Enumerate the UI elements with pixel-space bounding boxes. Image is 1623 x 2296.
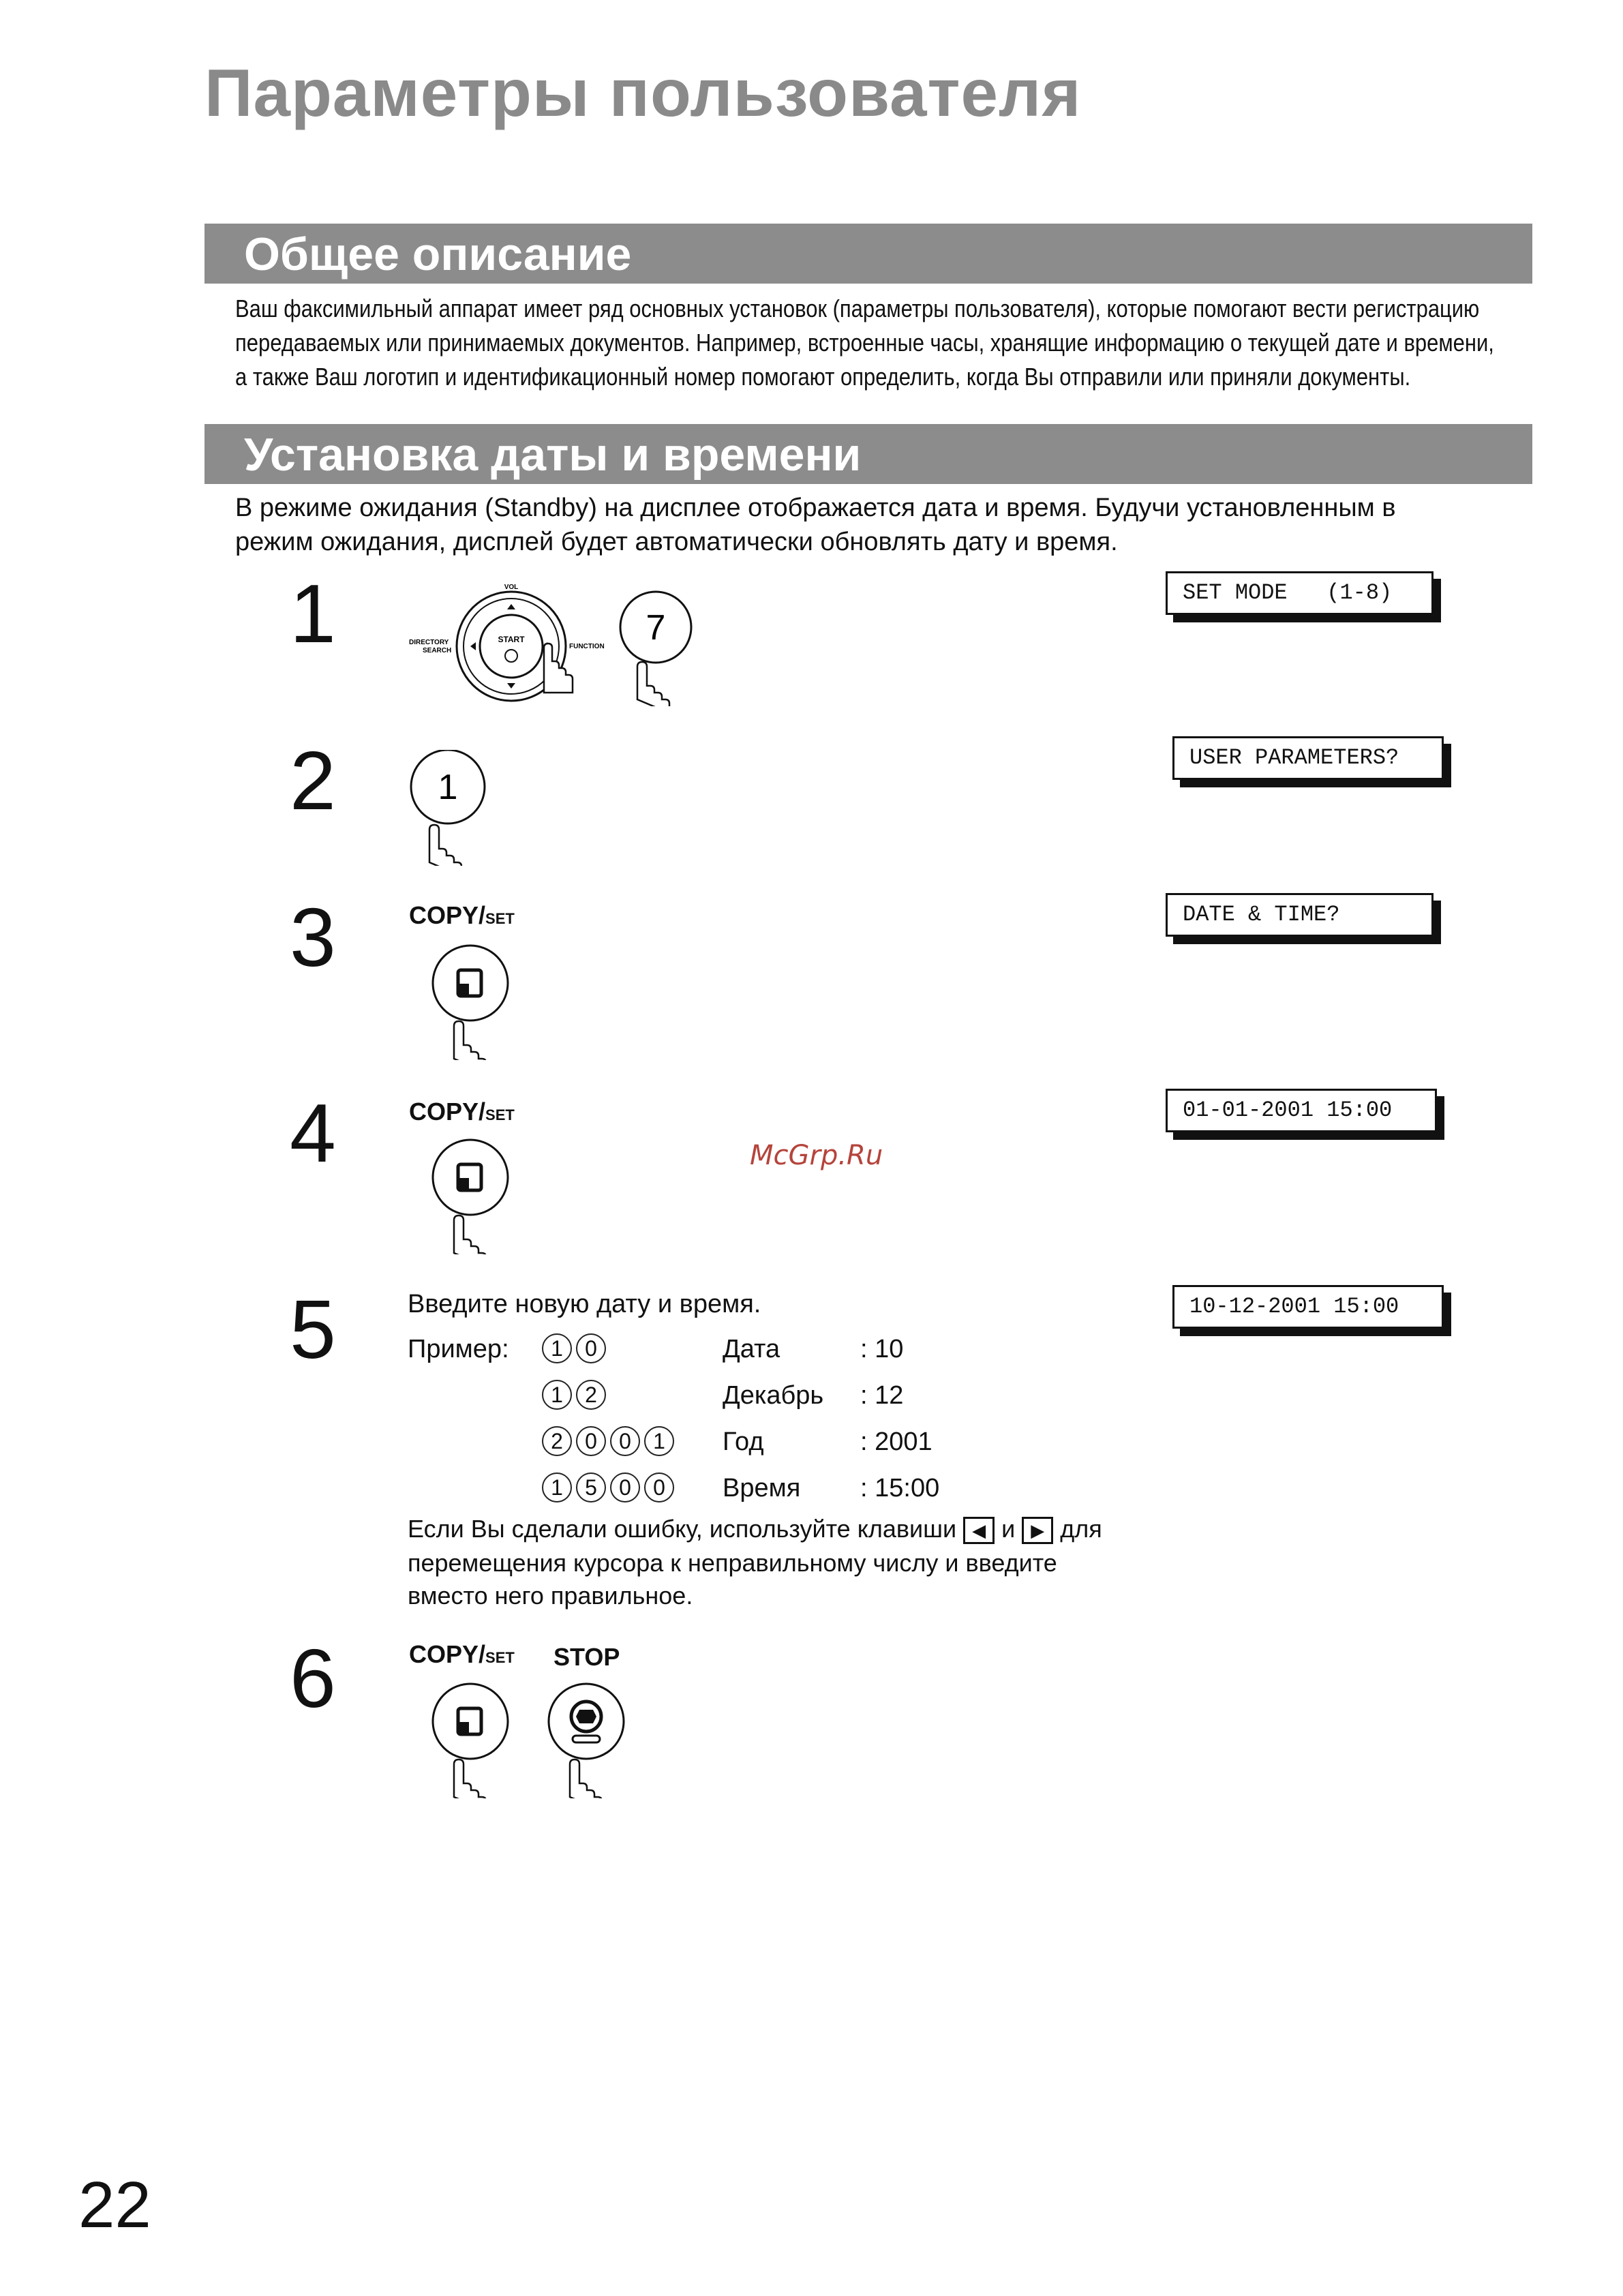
copy-set-label: COPY/SET xyxy=(409,1640,515,1668)
digit-keys: 1 5 0 0 xyxy=(542,1472,678,1502)
example-field-value: : 15:00 xyxy=(860,1474,940,1502)
stop-label: STOP xyxy=(553,1643,620,1671)
stop-button[interactable] xyxy=(545,1682,634,1798)
example-field-label: Декабрь xyxy=(723,1381,824,1410)
step-number: 5 xyxy=(290,1283,336,1376)
copy-set-button[interactable] xyxy=(429,944,518,1060)
search-label: SEARCH xyxy=(423,647,452,654)
lcd-display: USER PARAMETERS? xyxy=(1172,736,1444,780)
general-line: а также Ваш логотип и идентификационный номер помогают определить, когда Вы отправили или приняли документы. xyxy=(235,363,1411,391)
datetime-paragraph xyxy=(235,491,1396,559)
example-field-label: Время xyxy=(723,1474,801,1502)
step-number: 3 xyxy=(290,891,336,984)
page-title: Параметры пользователя xyxy=(204,55,1082,130)
right-arrow-key-icon: ▶ xyxy=(1022,1517,1053,1544)
start-label: START xyxy=(498,635,525,644)
lcd-display: DATE & TIME? xyxy=(1166,893,1434,937)
left-arrow-key-icon: ◀ xyxy=(963,1517,995,1544)
example-field-value: : 10 xyxy=(860,1335,904,1363)
step5-note-line1: Если Вы сделали ошибку, используйте клавиши ◀ и ▶ для xyxy=(408,1515,1102,1544)
example-field-value: : 2001 xyxy=(860,1428,932,1456)
step-number: 1 xyxy=(290,567,336,660)
step5-intro: Введите новую дату и время. xyxy=(408,1290,761,1318)
digit-keys: 1 2 xyxy=(542,1379,610,1410)
section-heading-datetime xyxy=(204,424,1532,484)
step5-note-line3: вместо него правильное. xyxy=(408,1582,693,1610)
section-heading-general xyxy=(204,224,1532,284)
section-heading-datetime-text: Установка даты и времени xyxy=(244,429,862,481)
lcd-display: 10-12-2001 15:00 xyxy=(1172,1285,1444,1329)
step5-note-line2: перемещения курсора к неправильному числу и введите xyxy=(408,1549,1057,1577)
example-field-label: Год xyxy=(723,1428,764,1456)
step-number: 6 xyxy=(290,1632,336,1725)
digit-keys: 1 0 xyxy=(542,1333,610,1363)
general-line: передаваемых или принимаемых документов. Например, встроенные часы, хранящие информацию о текущей дате и времени, xyxy=(235,329,1494,357)
key-1-button[interactable] xyxy=(409,750,498,866)
copy-set-button[interactable] xyxy=(429,1682,518,1798)
example-label: Пример: xyxy=(408,1335,509,1363)
step-number: 2 xyxy=(290,734,336,827)
step-number: 4 xyxy=(290,1087,336,1179)
general-line: Ваш факсимильный аппарат имеет ряд основных установок (параметры пользователя), которые помогают вести регистрацию xyxy=(235,294,1480,322)
datetime-line: В режиме ожидания (Standby) на дисплее отображается дата и время. Будучи установленным в xyxy=(235,494,1396,522)
example-field-label: Дата xyxy=(723,1335,780,1363)
page-number: 22 xyxy=(78,2169,151,2241)
directory-label: DIRECTORY xyxy=(409,639,449,646)
function-label: FUNCTION xyxy=(569,643,605,650)
datetime-line: режим ожидания, дисплей будет автоматически обновлять дату и время. xyxy=(235,528,1118,556)
digit-keys: 2 0 0 1 xyxy=(542,1425,678,1456)
key-7-button[interactable] xyxy=(617,590,706,706)
watermark: McGrp.Ru xyxy=(750,1140,883,1171)
section-heading-general-text: Общее описание xyxy=(244,228,632,280)
copy-set-label: COPY/SET xyxy=(409,901,515,929)
example-field-value: : 12 xyxy=(860,1381,904,1410)
copy-set-button[interactable] xyxy=(429,1138,518,1254)
lcd-display: SET MODE (1-8) xyxy=(1166,571,1434,615)
lcd-display: 01-01-2001 15:00 xyxy=(1166,1089,1437,1132)
copy-set-label: COPY/SET xyxy=(409,1098,515,1126)
key-1-label: 1 xyxy=(438,768,458,807)
key-7-label: 7 xyxy=(646,608,666,648)
vol-label: VOL xyxy=(504,584,519,591)
general-paragraph xyxy=(235,292,1494,394)
